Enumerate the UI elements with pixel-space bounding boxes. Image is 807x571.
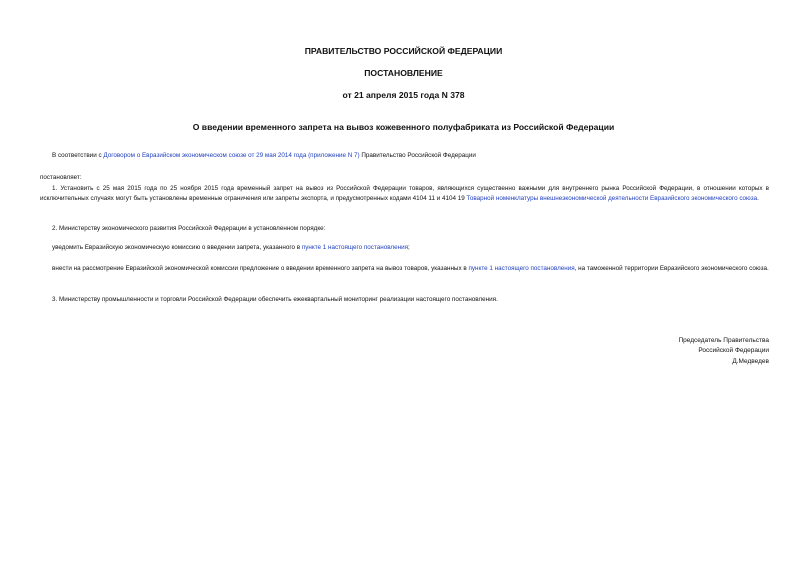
paragraph-2-item-notify [40, 243, 769, 253]
point-1-link[interactable]: пункте 1 настоящего постановления [301, 244, 409, 251]
document-type: ПОСТАНОВЛЕНИЕ [364, 68, 443, 78]
signature-block [678, 336, 769, 367]
issuing-authority: ПРАВИТЕЛЬСТВО РОССИЙСКОЙ ФЕДЕРАЦИИ [304, 46, 503, 56]
document-date-number: от 21 апреля 2015 года N 378 [342, 90, 465, 100]
paragraph-2: 2. Министерству экономического развития Российской Федерации в установленном порядке: [52, 225, 326, 232]
treaty-link[interactable]: Договором о Евразийском экономическом союзе от 29 мая 2014 года (приложение N 7) [103, 152, 360, 159]
nomenclature-link[interactable]: Товарной номенклатуры внешнеэкономической деятельности Евразийского экономического союза [466, 195, 758, 203]
preamble-paragraph [40, 151, 769, 161]
document-title: О введении временного запрета на вывоз кожевенного полуфабриката из Российской Федерации [192, 122, 615, 132]
paragraph-2a-end: ; [408, 244, 410, 251]
paragraph-2b-text: внести на рассмотрение Евразийской экономической комиссии предложение о введении временного запрета на вывоз товаров, указанных в [52, 265, 469, 272]
signature-name: Д.Медведев [732, 357, 769, 365]
paragraph-2a-text: уведомить Евразийскую экономическую комиссию о введении запрета, указанного в [52, 244, 302, 251]
signature-country: Российской Федерации [698, 347, 769, 355]
resolves-word: постановляет: [40, 174, 82, 181]
preamble-text-end: Правительство Российской Федерации [359, 152, 476, 159]
paragraph-1-end: . [757, 195, 759, 203]
paragraph-2b-end: , на таможенной территории Евразийского экономического союза. [574, 265, 769, 272]
paragraph-1-text: 1. Установить с 25 мая 2015 года по 25 ноября 2015 года временный запрет на вывоз из Российской Федерации товаров, являющихся существенно важными для внутреннего рынка Российской Федерации, в отношении которых в исключительных случаях могут быть установлены временные ограничения или запреты экспорта, и предусмотренных кодами 4104 11 и 4104 19 [40, 185, 769, 203]
paragraph-1 [40, 184, 769, 204]
preamble-text-start: В соответствии с [52, 152, 104, 159]
paragraph-2-item-propose [40, 264, 769, 274]
signature-position: Председатель Правительства [678, 337, 769, 344]
point-1-link-second[interactable]: пункте 1 настоящего постановления [468, 265, 575, 272]
paragraph-3: 3. Министерству промышленности и торговли Российской Федерации обеспечить ежеквартальный мониторинг реализации настоящего постановления. [52, 296, 498, 303]
